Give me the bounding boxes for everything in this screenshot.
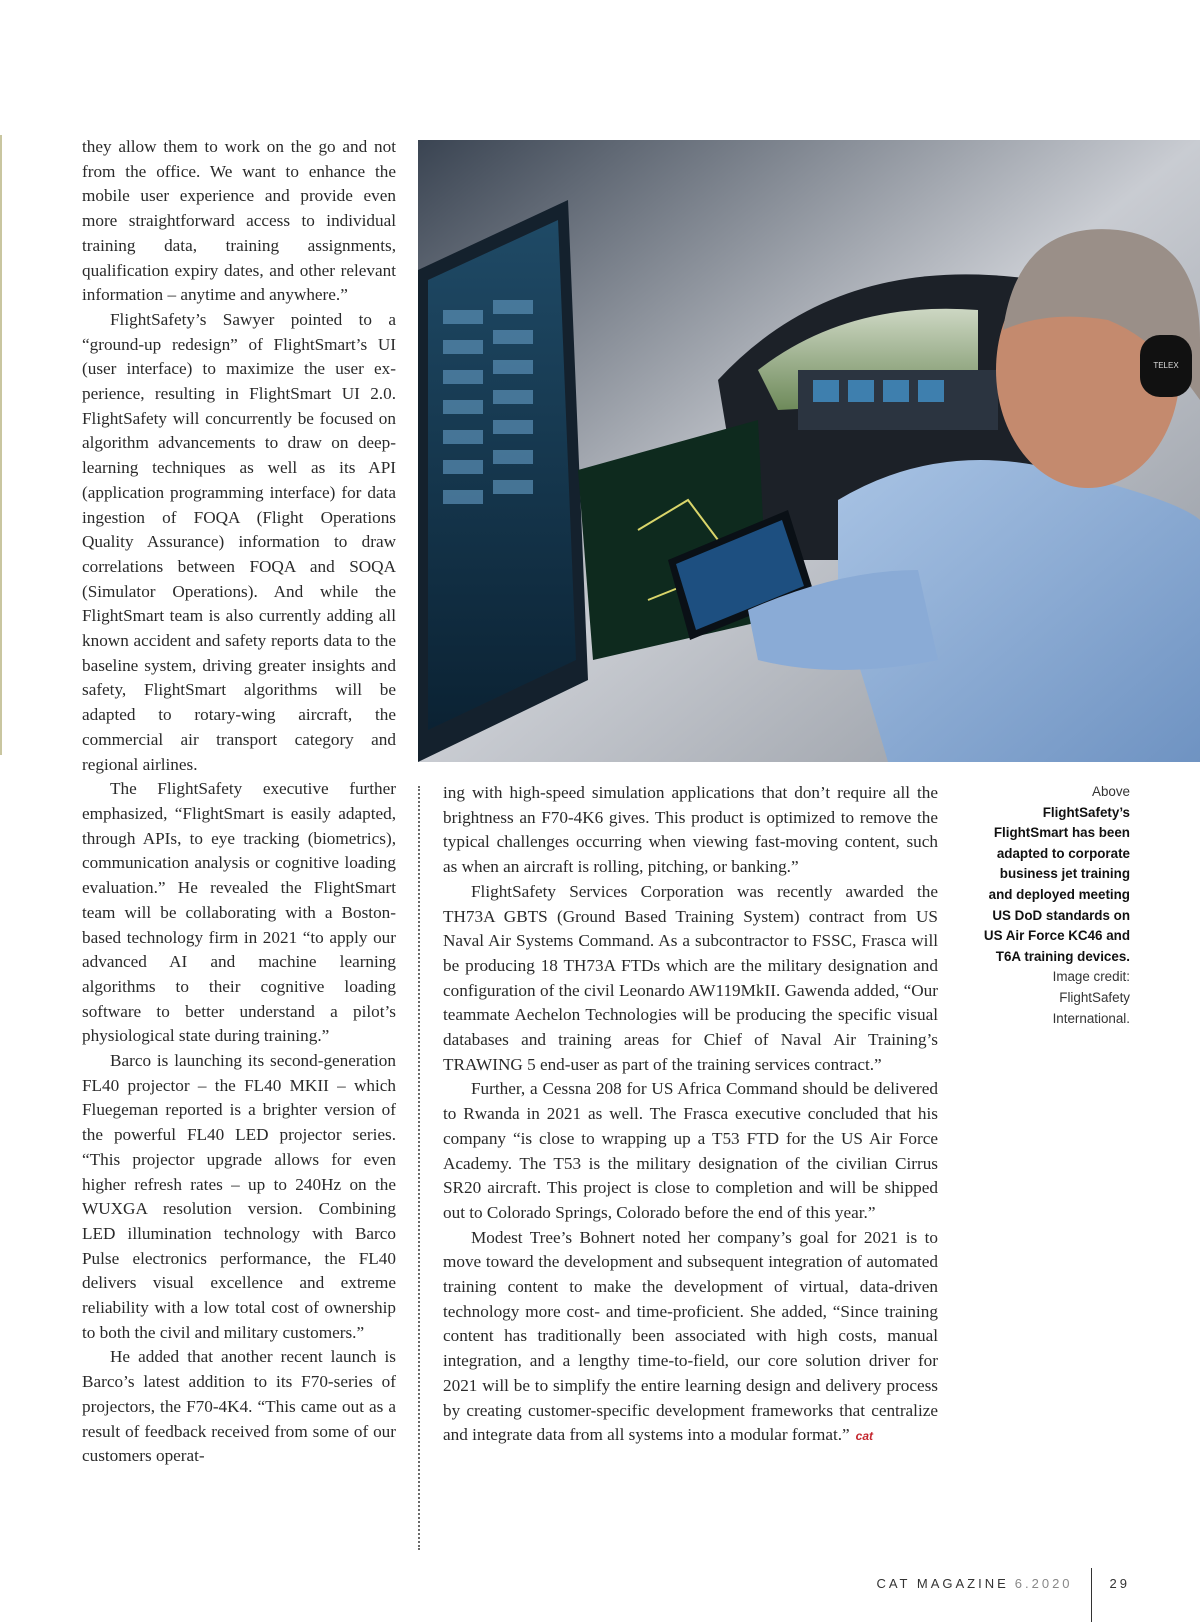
page-footer xyxy=(876,1568,1130,1598)
magazine-name: CAT MAGAZINE xyxy=(876,1575,1009,1591)
footer-divider xyxy=(1091,1568,1092,1622)
article-left-column xyxy=(82,135,396,1469)
column-divider xyxy=(418,786,420,1550)
caption-credit: Image credit: FlightSafety International. xyxy=(1052,969,1130,1026)
caption-label: Above xyxy=(1092,784,1130,799)
simulator-photo xyxy=(418,140,1200,762)
paragraph-text: Modest Tree’s Bohnert noted her company’s goal for 2021 is to move toward the development and subsequent integration of automated training content to make the development of virtual, data-driven technology more cost- and time-proficient. She added, “Since training content has traditionally been associated with high costs, manual integration, and a lengthy time-to-field, our core solution driver for 2021 will be to simplify the entire learning design and delivery process by creating customer-specific development frameworks that centralize and integrate data from all systems into a modular format.” xyxy=(443,1227,938,1445)
paragraph: they allow them to work on the go and not from the office. We want to enhance the mobile user experience and provide even more straightforward access to individual training data, training assignments, qualification expiry dates, and other relevant information – anytime and anywhere.” xyxy=(82,137,396,305)
page-edge-mark xyxy=(0,135,2,755)
paragraph: ing with high-speed simulation applications that don’t require all the brightness an F70-4K6 gives. This product is optimized to remove the typical challenges occurring when viewing fast-moving content, such as when an aircraft is rolling, pitching, or banking.” xyxy=(443,783,938,877)
paragraph: FlightSafety Services Corporation was recently awarded the TH73A GBTS (Ground Based Training System) contract from US Naval Air Systems Command. As a subcontractor to FSSC, Frasca will be producing 18 TH73A FTDs which are the military designation and configuration of the civil Leonardo AW119MkII. Gawenda added, “Our teammate Aechelon Technologies will be producing the specific visual databases and training areas for Chief of Naval Air Training’s TRAWING 5 end-user as part of the training services contract.” xyxy=(443,881,938,1074)
instructor-screen-glow xyxy=(428,220,576,730)
article-middle-column xyxy=(443,781,938,1449)
headset-brand: TELEX xyxy=(1153,361,1179,370)
photo-caption xyxy=(980,782,1130,1029)
paragraph xyxy=(443,1226,938,1449)
paragraph: FlightSafety’s Sawyer pointed to a “ground-up redesign” of FlightSmart’s UI (user interface) to maximize the user experience, resulting in FlightSmart UI 2.0. FlightSafety will concurrently be focused on algorithm advancements to draw on deep-learning techniques as well as its API (application programming interface) for data ingestion of FOQA (Flight Operations Quality Assurance) information to draw correlations between FOQA and SOQA (Simulator Operations). And while the FlightSmart team is also currently adding all known accident and safety reports data to the baseline system, driving greater insights and safety, FlightSmart algorithms will be adapted to rotary-wing aircraft, the commercial air transport category and regional airlines. xyxy=(82,309,396,774)
issue-date: 6.2020 xyxy=(1014,1575,1073,1591)
paragraph: Further, a Cessna 208 for US Africa Command should be delivered to Rwanda in 2021 as well. The Frasca executive concluded that his company “is close to wrapping up a T53 FTD for the US Air Force Academy. The T53 is the military designation of the civilian Cirrus SR20 aircraft. This project is close to completion and will be shipped out to Colorado Springs, Colorado before the end of this year.” xyxy=(443,1079,938,1222)
paragraph: He added that another recent launch is Barco’s latest addition to its F70-series of projectors, the F70-4K4. “This came out as a result of feedback received from some of our customers operat- xyxy=(82,1347,396,1466)
caption-text: FlightSafety’s FlightSmart has been adapted to corporate business jet training and deployed meeting US DoD standards on US Air Force KC46 and T6A training devices. xyxy=(983,804,1130,964)
end-mark: cat xyxy=(855,1429,873,1444)
paragraph: Barco is launching its second-generation FL40 projector – the FL40 MKII – which Fluegeman reported is a brighter version of the powerful FL40 LED projector series. “This projector upgrade allows for even higher refresh rates – up to 240Hz on the WUXGA resolution version. Combining LED illumination technology with Barco Pulse electronics performance, the FL40 delivers visual excellence and extreme reliability with a low total cost of ownership to both the civil and military customers.” xyxy=(82,1051,396,1342)
page-number: 29 xyxy=(1109,1575,1130,1591)
paragraph: The FlightSafety executive further emphasized, “FlightSmart is easily adapted, through APIs, to eye tracking (biometrics), communication analysis or cognitive loading evaluation.” He revealed the FlightSmart team will be collaborating with a Boston-based technology firm in 2021 “to apply our advanced AI and machine learning algorithms to their cognitive loading software to better understand a pilot’s physiological state during training.” xyxy=(82,779,396,1046)
